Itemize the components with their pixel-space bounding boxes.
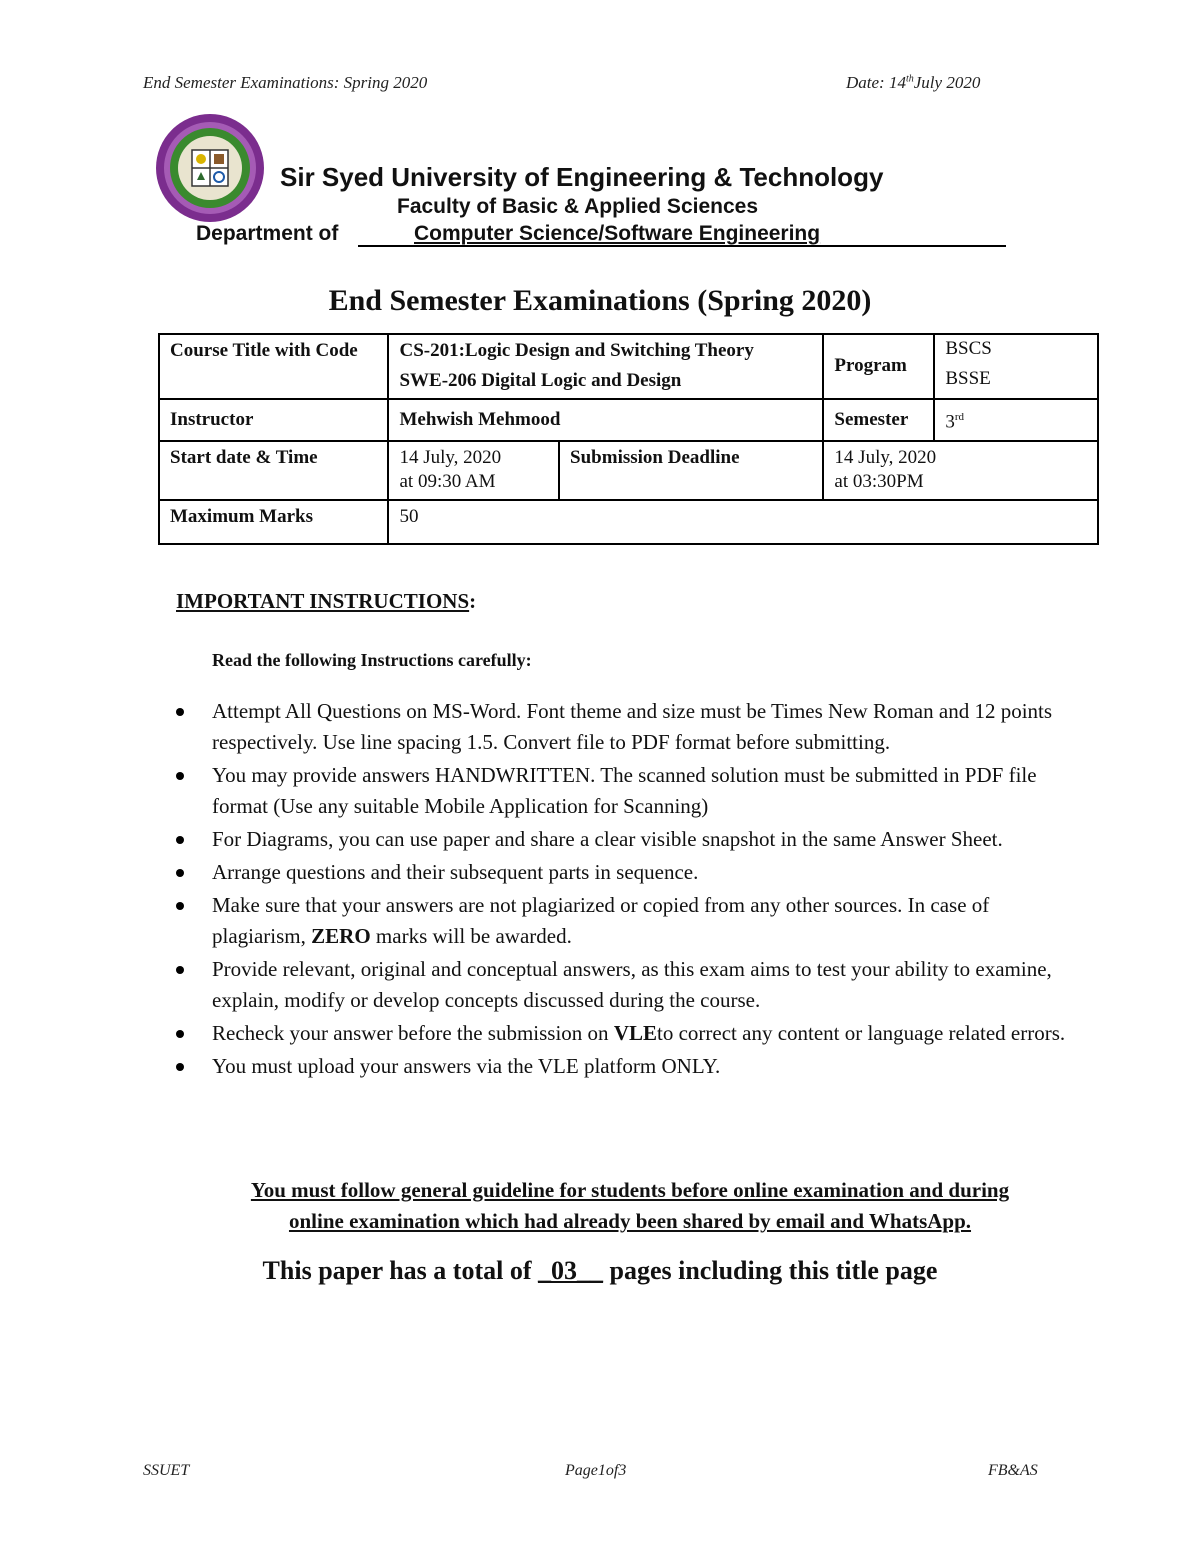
university-seal-icon bbox=[154, 112, 266, 224]
department-name: Computer Science/Software Engineering bbox=[414, 222, 821, 245]
instructions-colon: : bbox=[469, 589, 477, 613]
footer-right: FB&AS bbox=[988, 1462, 1038, 1479]
guideline-line2: online examination which had already been shared by email and WhatsApp. bbox=[288, 1209, 972, 1233]
course-line2: SWE-206 Digital Logic and Design bbox=[399, 370, 682, 391]
b7-post: to correct any content or language related errors. bbox=[657, 1021, 1066, 1045]
guideline-line1: You must follow general guideline for students before online examination and during bbox=[250, 1178, 1010, 1202]
course-cell bbox=[388, 334, 823, 399]
table-row bbox=[159, 441, 1098, 500]
semester-value bbox=[934, 399, 1098, 441]
list-item: You may provide answers HANDWRITTEN. The scanned solution must be submitted in PDF file format (Use any suitable Mobile Application for Scanning) bbox=[172, 760, 1072, 822]
program-line2: BSSE bbox=[945, 368, 991, 389]
start-label: Start date & Time bbox=[159, 441, 388, 500]
b7-bold: VLE bbox=[613, 1021, 657, 1045]
instructions-title: IMPORTANT INSTRUCTIONS bbox=[176, 589, 470, 613]
start-cell bbox=[388, 441, 559, 500]
total-pages-line bbox=[150, 1256, 1050, 1286]
deadline-label: Submission Deadline bbox=[559, 441, 823, 500]
marks-label: Maximum Marks bbox=[159, 500, 388, 544]
running-header-left: End Semester Examinations: Spring 2020 bbox=[143, 73, 428, 92]
list-item bbox=[172, 1018, 1072, 1049]
list-item: Arrange questions and their subsequent parts in sequence. bbox=[172, 857, 1072, 888]
guideline-note bbox=[150, 1175, 1110, 1237]
list-item: Provide relevant, original and conceptual answers, as this exam aims to test your ability to examine, explain, modify or develop concepts discussed during the course. bbox=[172, 954, 1072, 1016]
course-line1: CS-201:Logic Design and Switching Theory bbox=[399, 340, 754, 361]
b5-post: marks will be awarded. bbox=[375, 924, 572, 948]
instructions-heading bbox=[176, 589, 476, 614]
university-name: Sir Syed University of Engineering & Technology bbox=[280, 162, 884, 192]
list-item bbox=[172, 890, 1072, 952]
date-sup: th bbox=[905, 73, 914, 85]
exam-title: End Semester Examinations (Spring 2020) bbox=[328, 284, 872, 317]
instruction-list bbox=[172, 696, 1072, 1084]
program-label: Program bbox=[823, 334, 934, 399]
start-time: at 09:30 AM bbox=[399, 471, 496, 492]
semester-number: 3 bbox=[945, 411, 955, 433]
b7-pre: Recheck your answer before the submission on bbox=[212, 1021, 609, 1045]
start-date: 14 July, 2020 bbox=[399, 447, 502, 468]
program-line1: BSCS bbox=[945, 338, 992, 359]
deadline-cell bbox=[823, 441, 1098, 500]
list-item: For Diagrams, you can use paper and share a clear visible snapshot in the same Answer Sheet. bbox=[172, 824, 1072, 855]
deadline-time: at 03:30PM bbox=[834, 471, 924, 492]
table-row bbox=[159, 399, 1098, 441]
b5-bold: ZERO bbox=[311, 924, 371, 948]
footer-left: SSUET bbox=[143, 1462, 190, 1479]
total-value: _03__ bbox=[538, 1256, 603, 1285]
department-label: Department of bbox=[196, 222, 339, 245]
marks-value: 50 bbox=[388, 500, 1098, 544]
table-row bbox=[159, 500, 1098, 544]
total-suffix: pages including this title page bbox=[609, 1256, 938, 1285]
semester-label: Semester bbox=[823, 399, 934, 441]
semester-sup: rd bbox=[954, 410, 965, 423]
instructor-value: Mehwish Mehmood bbox=[388, 399, 823, 441]
b5-pre: Make sure that your answers are not plagiarized or copied from any other sources. In case of plagiarism, bbox=[212, 893, 990, 948]
list-item: You must upload your answers via the VLE platform ONLY. bbox=[172, 1051, 1072, 1082]
instructor-label: Instructor bbox=[159, 399, 388, 441]
program-cell bbox=[934, 334, 1098, 399]
instructions-subtitle: Read the following Instructions carefully: bbox=[212, 650, 532, 670]
date-suffix: July 2020 bbox=[913, 73, 981, 92]
list-item: Attempt All Questions on MS-Word. Font theme and size must be Times New Roman and 12 points respectively. Use line spacing 1.5. Convert file to PDF format before submitting. bbox=[172, 696, 1072, 758]
running-header-date bbox=[846, 73, 980, 93]
course-label: Course Title with Code bbox=[159, 334, 388, 399]
exam-info-table bbox=[158, 333, 1099, 545]
date-prefix: Date: 14 bbox=[846, 73, 906, 92]
faculty-name: Faculty of Basic & Applied Sciences bbox=[397, 195, 758, 218]
table-row bbox=[159, 334, 1098, 399]
footer-page-number: Page1of3 bbox=[565, 1462, 627, 1479]
deadline-date: 14 July, 2020 bbox=[834, 447, 937, 468]
total-prefix: This paper has a total of bbox=[262, 1256, 532, 1285]
